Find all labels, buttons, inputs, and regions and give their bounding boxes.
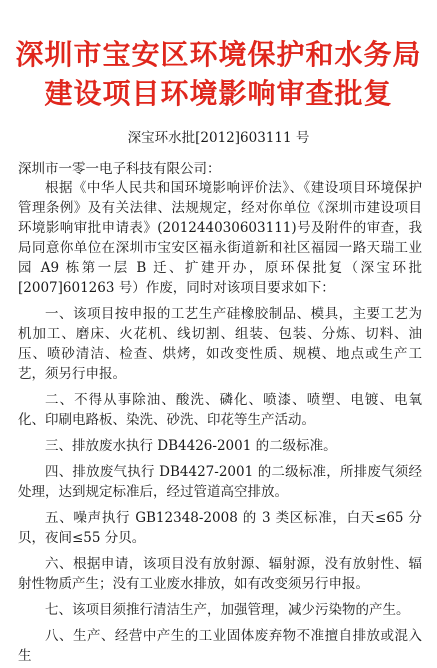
paragraph-item-3: 三、排放废水执行 DB4426-2001 的二级标准。 xyxy=(45,438,337,454)
paragraph-item-2: 二、不得从事除油、酸洗、磷化、喷漆、喷塑、电镀、电氧化、印刷电路板、染洗、砂洗、印花等生产活动。 xyxy=(18,392,422,428)
paragraph-item-5: 五、噪声执行 GB12348-2008 的 3 类区标准，白天≤65 分贝，夜间≤55 分贝。 xyxy=(18,510,422,546)
agency-title: 深圳市宝安区环境保护和水务局 xyxy=(15,38,422,71)
paragraph-item-6: 六、根据申请，该项目没有放射源、辐射源，没有放射性、辐射性物质产生；没有工业废水排放，如有改变须另行申报。 xyxy=(18,556,422,592)
paragraph-item-7: 七、该项目须推行清洁生产，加强管理，减少污染物的产生。 xyxy=(45,602,410,618)
document-body xyxy=(18,178,422,668)
document-title: 建设项目环境影响审查批复 xyxy=(44,77,393,110)
paragraph-item-8: 八、生产、经营中产生的工业固体废弃物不准擅自排放或混入生 xyxy=(18,628,422,664)
recipient: 深圳市一零一电子科技有限公司： xyxy=(18,161,221,177)
paragraph-intro: 根据《中华人民共和国环境影响评价法》、《建设项目环境保护管理条例》及有关法律、法规规定，经对你单位《深圳市建设项目环境影响审批申请表》(201244030603111)号及附件的审查，我局同意你单位在深圳市宝安区福永街道新和社区福园一路天瑞工业园 A9 栋第一层 B 迁、扩建开办，原环保批复（深宝环批[2007]601263 号）作废，同时对该项目要求如下： xyxy=(18,180,422,296)
paragraph-item-4: 四、排放废气执行 DB4427-2001 的二级标准，所排废气须经处理，达到规定标准后，经过管道高空排放。 xyxy=(18,464,422,500)
document-number: 深宝环水批[2012]603111 号 xyxy=(127,130,310,146)
paragraph-item-1: 一、该项目按申报的工艺生产硅橡胶制品、模具，主要工艺为机加工、磨床、火花机、线切割、组装、包装、分炼、切料、油压、喷砂清洁、检查、烘烤，如改变性质、规模、地点或生产工艺，须另行申报。 xyxy=(18,306,422,382)
